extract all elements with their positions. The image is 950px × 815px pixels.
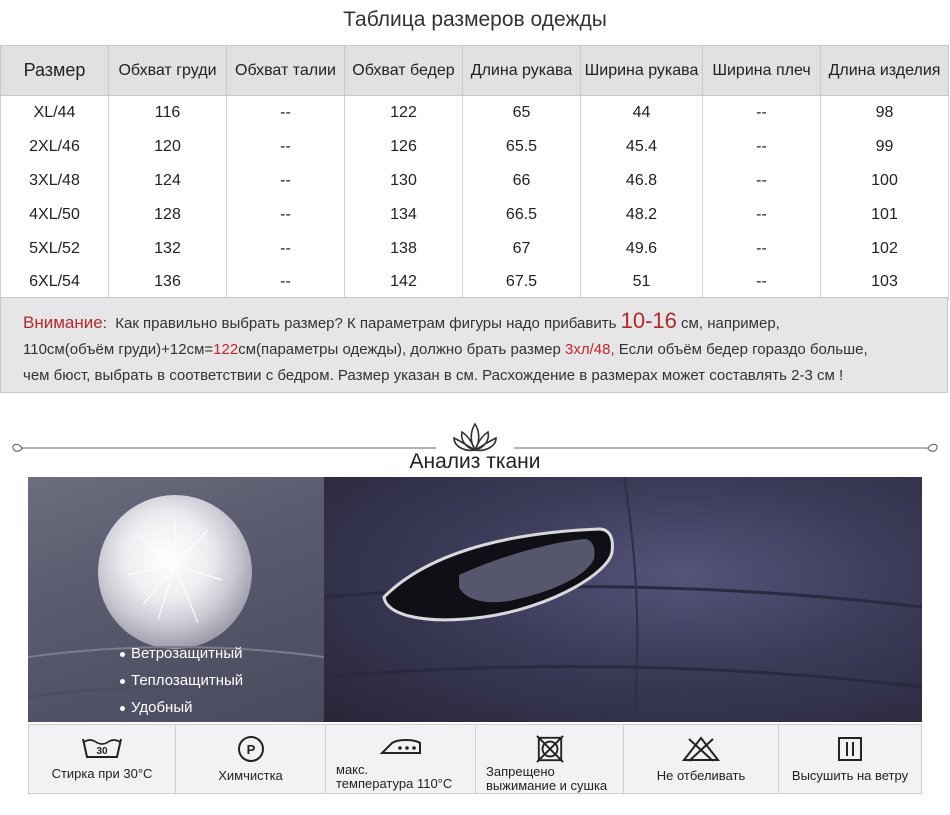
iron-icon xyxy=(378,735,424,757)
cell-length: 100 xyxy=(821,164,949,198)
feature-label: Удобный xyxy=(131,699,193,716)
cell-chest: 136 xyxy=(109,266,227,300)
table-row xyxy=(1,232,949,266)
fabric-left-panel xyxy=(28,477,324,722)
cell-hips: 138 xyxy=(345,232,463,266)
care-label: Химчистка xyxy=(218,768,283,783)
lotus-icon xyxy=(450,420,500,454)
header-hips: Обхват бедер xyxy=(345,46,463,96)
cell-sleeve-width: 48.2 xyxy=(581,198,703,232)
cell-sleeve-length: 67 xyxy=(463,232,581,266)
bullet-icon xyxy=(120,652,125,657)
cell-hips: 134 xyxy=(345,198,463,232)
cell-length: 103 xyxy=(821,266,949,300)
cell-sleeve-length: 65 xyxy=(463,96,581,130)
air-dry-icon xyxy=(836,735,864,763)
notice-colon: : xyxy=(102,315,107,332)
care-label-2: температура 110°C xyxy=(336,776,453,791)
header-sleeve-width: Ширина рукава xyxy=(581,46,703,96)
dry-clean-p-icon xyxy=(237,735,265,763)
cell-shoulder-width: -- xyxy=(703,164,821,198)
cell-chest: 116 xyxy=(109,96,227,130)
care-no-bleach xyxy=(624,725,779,793)
feature-item xyxy=(120,672,243,689)
table-row xyxy=(1,266,949,300)
care-dry-clean xyxy=(176,725,326,793)
cell-length: 98 xyxy=(821,96,949,130)
care-label-1: Запрещено xyxy=(486,764,555,779)
cell-sleeve-width: 49.6 xyxy=(581,232,703,266)
care-label: Высушить на ветру xyxy=(791,768,909,783)
header-chest: Обхват груди xyxy=(109,46,227,96)
wash-temp: 30 xyxy=(96,746,108,757)
cell-chest: 120 xyxy=(109,130,227,164)
care-iron xyxy=(326,725,476,793)
feature-label: Теплозащитный xyxy=(131,672,244,689)
cell-length: 99 xyxy=(821,130,949,164)
care-label: Стирка при 30°C xyxy=(51,766,153,781)
table-row xyxy=(1,130,949,164)
cell-shoulder-width: -- xyxy=(703,96,821,130)
cell-waist: -- xyxy=(227,266,345,300)
header-waist: Обхват талии xyxy=(227,46,345,96)
cell-sleeve-length: 66.5 xyxy=(463,198,581,232)
care-label-1: макс. xyxy=(336,762,369,777)
cell-size: 4XL/50 xyxy=(1,198,109,232)
care-label: Не отбеливать xyxy=(656,768,746,783)
header-shoulder-width: Ширина плеч xyxy=(703,46,821,96)
bullet-icon xyxy=(120,706,125,711)
feature-item xyxy=(120,645,243,662)
size-table xyxy=(0,45,949,300)
notice-label: Внимание xyxy=(23,313,103,332)
cell-sleeve-width: 46.8 xyxy=(581,164,703,198)
cell-size: 2XL/46 xyxy=(1,130,109,164)
care-no-wring xyxy=(476,725,624,793)
page-title: Таблица размеров одежды xyxy=(343,8,607,31)
wash-30-icon xyxy=(80,735,124,761)
care-air-dry xyxy=(779,725,921,793)
header-length: Длина изделия xyxy=(821,46,949,96)
notice-text: 110см(объём груди)+12см= xyxy=(23,341,214,358)
cell-length: 102 xyxy=(821,232,949,266)
cell-sleeve-length: 67.5 xyxy=(463,266,581,300)
header-size: Размер xyxy=(1,46,109,96)
cell-waist: -- xyxy=(227,130,345,164)
cell-chest: 132 xyxy=(109,232,227,266)
notice-line-3: чем бюст, выбрать в соответствии с бедром. Размер указан в см. Расхождение в размерах может составлять 2-3 см ! xyxy=(23,367,844,384)
feature-item xyxy=(120,699,193,716)
cell-hips: 142 xyxy=(345,266,463,300)
cell-waist: -- xyxy=(227,96,345,130)
care-label-2: выжимание и сушка xyxy=(486,778,608,793)
cell-sleeve-width: 51 xyxy=(581,266,703,300)
notice-range: 10-16 xyxy=(620,308,677,333)
notice-size: 3хл/48, xyxy=(565,341,615,358)
fabric-right-panel xyxy=(324,477,922,722)
no-bleach-icon xyxy=(681,735,721,763)
cell-waist: -- xyxy=(227,198,345,232)
cell-sleeve-width: 44 xyxy=(581,96,703,130)
cell-waist: -- xyxy=(227,164,345,198)
cell-shoulder-width: -- xyxy=(703,130,821,164)
cell-chest: 124 xyxy=(109,164,227,198)
notice-text: см(параметры одежды), должно брать размер xyxy=(238,341,566,358)
notice-text: Как правильно выбрать размер? К параметрам фигуры надо прибавить xyxy=(115,315,621,332)
cell-sleeve-length: 66 xyxy=(463,164,581,198)
feature-label: Ветрозащитный xyxy=(131,645,243,662)
cell-hips: 122 xyxy=(345,96,463,130)
fabric-panel xyxy=(28,477,922,722)
down-feather-image xyxy=(98,495,252,649)
cell-sleeve-width: 45.4 xyxy=(581,130,703,164)
dry-clean-letter: P xyxy=(246,742,255,757)
notice-text: Если объём бедер гораздо больше, xyxy=(614,341,868,358)
no-tumble-dry-icon xyxy=(535,735,565,763)
cell-sleeve-length: 65.5 xyxy=(463,130,581,164)
cell-size: 6XL/54 xyxy=(1,266,109,300)
notice-line-2 xyxy=(23,337,931,363)
header-sleeve-length: Длина рукава xyxy=(463,46,581,96)
care-instructions xyxy=(28,724,922,794)
fabric-zipper-image xyxy=(324,477,922,722)
cell-size: 5XL/52 xyxy=(1,232,109,266)
cell-chest: 128 xyxy=(109,198,227,232)
notice-text: см, например, xyxy=(676,315,780,332)
table-row xyxy=(1,164,949,198)
notice-line-1 xyxy=(23,308,931,337)
cell-waist: -- xyxy=(227,232,345,266)
bullet-icon xyxy=(120,679,125,684)
cell-shoulder-width: -- xyxy=(703,232,821,266)
care-wash xyxy=(29,725,176,793)
notice-sum: 122 xyxy=(213,341,239,358)
table-row xyxy=(1,198,949,232)
cell-length: 101 xyxy=(821,198,949,232)
cell-hips: 130 xyxy=(345,164,463,198)
size-notice xyxy=(0,297,948,393)
cell-shoulder-width: -- xyxy=(703,266,821,300)
table-row xyxy=(1,96,949,130)
cell-hips: 126 xyxy=(345,130,463,164)
cell-size: XL/44 xyxy=(1,96,109,130)
cell-size: 3XL/48 xyxy=(1,164,109,198)
fabric-title: Анализ ткани xyxy=(409,450,541,473)
cell-shoulder-width: -- xyxy=(703,198,821,232)
table-header-row xyxy=(1,46,949,96)
